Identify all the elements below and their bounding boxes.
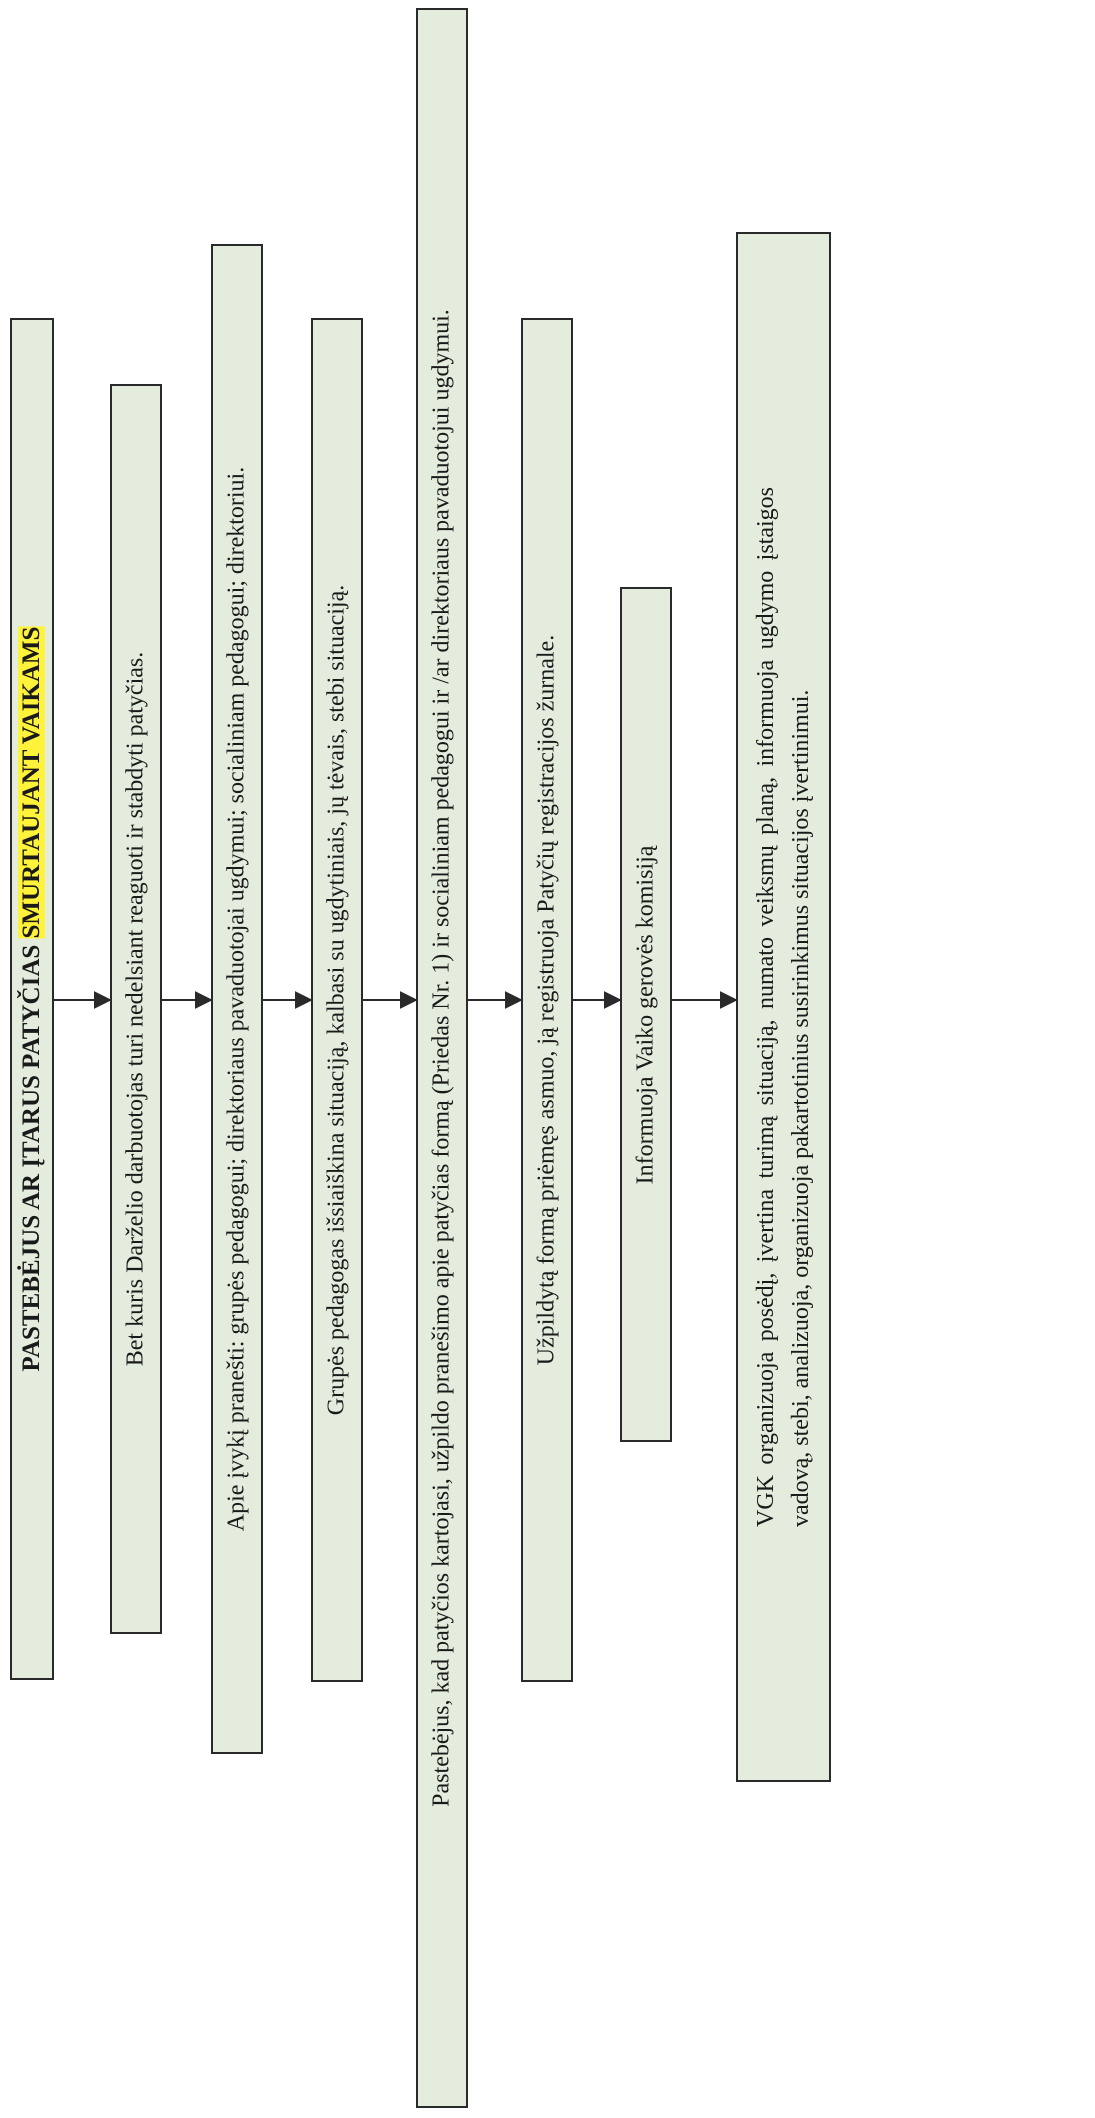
step-text-4: Pastebėjus, kad patyčios kartojasi, užpildo pranešimo apie patyčias formą (Priedas Nr. 1) ir socialiniam pedagogui ir /ar direktoriaus pavaduotojui ugdymui. <box>428 309 455 1807</box>
title-text: PASTEBĖJUS AR ĮTARUS PATYČIAS <box>18 938 45 1372</box>
step-text-6: Informuoja Vaiko gerovės komisiją <box>632 845 659 1184</box>
step-text-5: Užpildytą formą priėmęs asmuo, ją registruoja Patyčių registracijos žurnale. <box>533 634 560 1366</box>
step-text-1: Bet kuris Darželio darbuotojas turi nedelsiant reaguoti ir stabdyti patyčias. <box>122 651 149 1367</box>
title-highlight: SMURTAUJANT VAIKAMS <box>18 626 45 939</box>
step-text-2: Apie įvykį pranešti: grupės pedagogui; direktoriaus pavaduotojai ugdymui; socialiniam pedagogui; direktoriui. <box>223 466 250 1532</box>
step-text-3: Grupės pedagogas išsiaiškina situaciją, kalbasi su ugdytiniais, jų tėvais, stebi situaciją. <box>323 584 350 1416</box>
step-text-7: VGK organizuoja posėdį, įvertina turimą situaciją, numato veiksmų planą, informuoja ugdymo įstaigos vadovą, stebi, analizuoja, organizuoja pakartotinius susirinkimus situacijos įvertinimui. <box>752 487 814 1527</box>
